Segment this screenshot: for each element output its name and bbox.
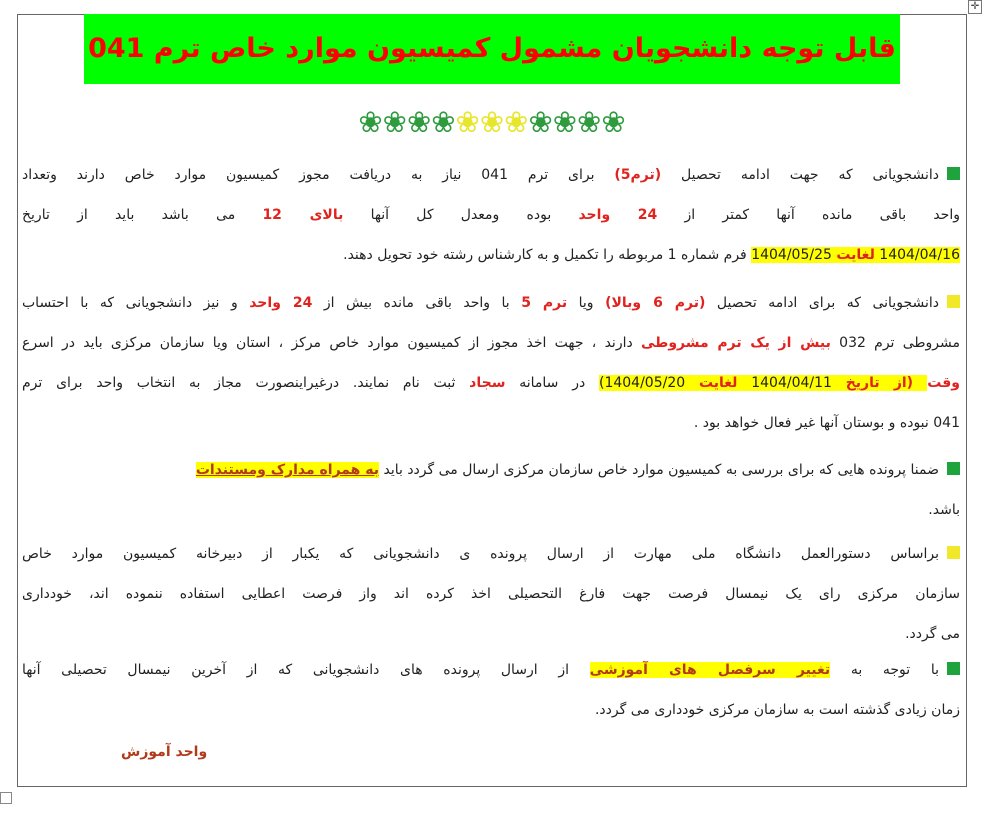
p4-line-2: سازمان مرکزی رای یک نیمسال فرصت جهت فارغ التحصیلی اخذ کرده اند واز فرصت اعطایی استفاده ننموده اند، خودداری <box>22 586 960 602</box>
star-divider-yellow-left: ❀❀❀ <box>455 105 529 139</box>
p1-line-1: دانشجویانی که جهت ادامه تحصیل (ترم5) برای ترم 041 نیاز به دریافت مجوز کمیسیون موارد خاص دارند وتعداد <box>22 155 960 195</box>
p1-date-range: 1404/04/16 لغایت 1404/05/25 <box>751 247 960 263</box>
p2-line-2: مشروطی ترم 032 بیش از یک ترم مشروطی دارند ، جهت اخذ مجوز از کمیسیون موارد خاص مرکز ، استان ویا سازمان مرکزی باید در اسرع <box>22 335 960 351</box>
star-divider-green-left: ❀❀❀❀ <box>358 105 456 139</box>
page-title: قابل توجه دانشجویان مشمول کمیسیون موارد خاص ترم 041 <box>88 33 896 64</box>
p4-line-3: می گردد. <box>905 626 960 642</box>
p3-line-2: باشد. <box>928 502 960 518</box>
p5-line-1: با توجه به تغییر سرفصل های آموزشی از ارسال پرونده های دانشجویانی که از آخرین نیمسال تحصیلی آنها <box>22 650 960 690</box>
p2-line-3: وقت (از تاریخ 1404/04/11 لغایت 1404/05/20) در سامانه سجاد ثبت نام نمایند. درغیراینصورت مجاز به انتخاب واحد برای ترم <box>22 375 960 391</box>
signature-education-unit: واحد آموزش <box>121 744 208 760</box>
paragraph-4 <box>22 534 960 654</box>
green-square-bullet-icon <box>947 462 960 475</box>
p2-line-1: دانشجویانی که برای ادامه تحصیل (ترم 6 وبالا) ویا ترم 5 با واحد باقی مانده بیش از 24 واحد و نیز دانشجویانی که با احتساب <box>22 283 960 323</box>
p2-line-4: 041 نبوده و بوستان آنها غیر فعال خواهد بود . <box>693 415 960 431</box>
p1-line-2: واحد باقی مانده آنها کمتر از 24 واحد بوده ومعدل کل آنها بالای 12 می باشد باید از تاریخ <box>22 207 960 223</box>
p1-line-3: 1404/04/16 لغایت 1404/05/25 فرم شماره 1 مربوطه را تکمیل و به کارشناس رشته خود تحویل دهند. <box>343 247 960 263</box>
green-square-bullet-icon <box>947 662 960 675</box>
yellow-square-bullet-icon <box>947 546 960 559</box>
p4-line-1: براساس دستورالعمل دانشگاه ملی مهارت از ارسال پرونده ی دانشجویانی که یکبار از دبیرخانه کمیسیون موارد خاص <box>22 534 960 574</box>
paragraph-1 <box>22 155 960 275</box>
p3-line-1: ضمنا پرونده هایی که برای بررسی به کمیسیون موارد خاص سازمان مرکزی ارسال می گردد باید به همراه مدارک ومستندات <box>22 450 960 490</box>
p5-line-2: زمان زیادی گذشته است به سازمان مرکزی خودداری می گردد. <box>594 702 960 718</box>
paragraph-3 <box>22 450 960 530</box>
paragraph-5 <box>22 650 960 730</box>
p2-date-range: (از تاریخ 1404/04/11 لغایت 1404/05/20) <box>598 375 928 391</box>
green-square-bullet-icon <box>947 167 960 180</box>
star-divider <box>0 104 984 140</box>
star-divider-green-right: ❀❀❀❀ <box>528 105 626 139</box>
table-move-handle-icon[interactable]: ✛ <box>968 0 982 14</box>
yellow-square-bullet-icon <box>947 295 960 308</box>
table-resize-handle-icon[interactable] <box>0 792 12 804</box>
paragraph-2 <box>22 283 960 443</box>
